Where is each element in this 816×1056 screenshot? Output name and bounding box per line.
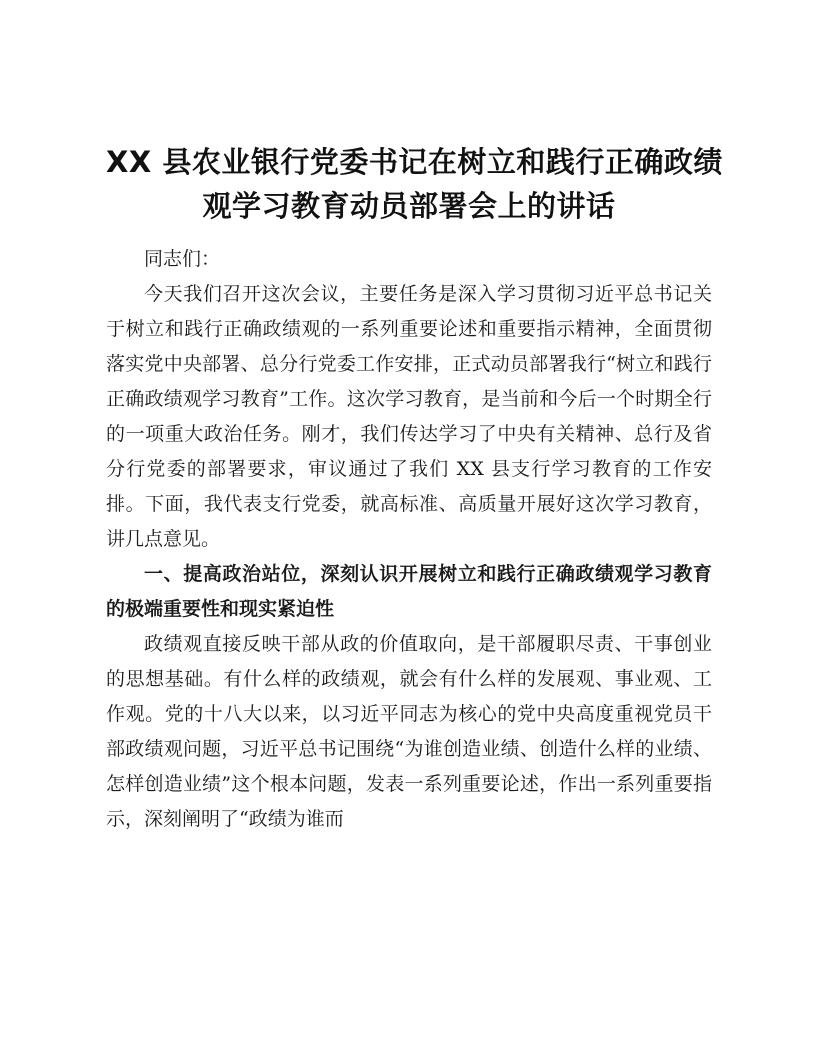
salutation: 同志们：: [144, 248, 221, 270]
title-line-1: XX 县农业银行党委书记在树立和践行正确政绩: [106, 145, 723, 179]
document-body: [106, 242, 712, 837]
title-line-2: 观学习教育动员部署会上的讲话: [202, 189, 616, 223]
paragraph-intro: 今天我们召开这次会议，主要任务是深入学习贯彻习近平总书记关于树立和践行正确政绩观的一系列重要论述和重要指示精神，全面贯彻落实党中央部署、总分行党委工作安排，正式动员部署我行“树立和践行正确政绩观学习教育”工作。这次学习教育，是当前和今后一个时期全行的一项重大政治任务。刚才，我们传达学习了中央有关精神、总行及省分行党委的部署要求，审议通过了我们 XX 县支行学习教育的工作安排。下面，我代表支行党委，就高标准、高质量开展好这次学习教育，讲几点意见。: [106, 283, 712, 550]
document-page: [106, 140, 723, 837]
document-title: [106, 140, 723, 228]
section-heading-1: 一、提高政治站位，深刻认识开展树立和践行正确政绩观学习教育的极端重要性和现实紧迫性: [106, 563, 712, 620]
paragraph-section-1: 政绩观直接反映干部从政的价值取向，是干部履职尽责、干事创业的思想基础。有什么样的政绩观，就会有什么样的发展观、事业观、工作观。党的十八大以来，以习近平同志为核心的党中央高度重视党员干部政绩观问题，习近平总书记围绕“为谁创造业绩、创造什么样的业绩、怎样创造业绩”这个根本问题，发表一系列重要论述，作出一系列重要指示，深刻阐明了“政绩为谁而: [106, 633, 712, 830]
